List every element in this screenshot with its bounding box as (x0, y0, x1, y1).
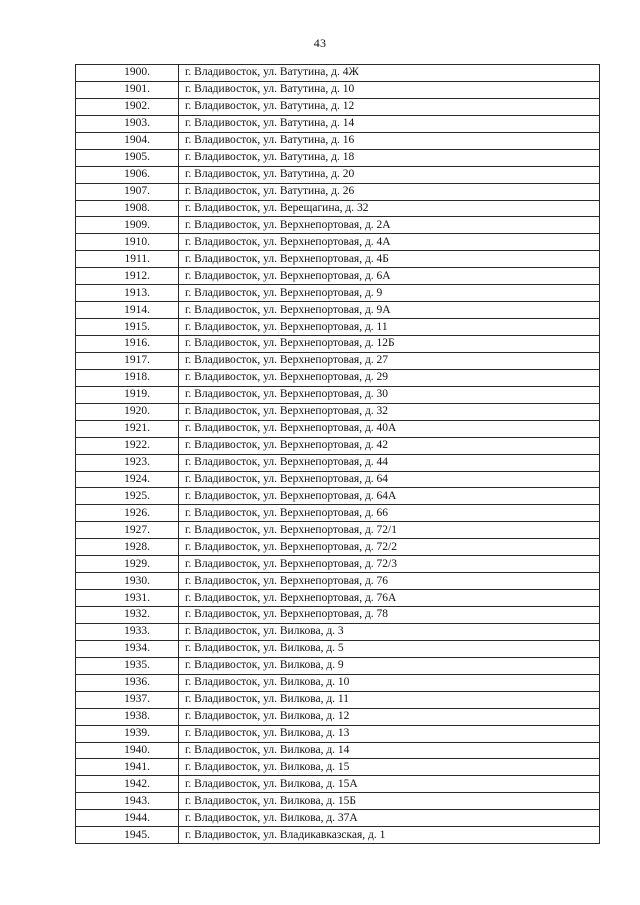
address-cell: г. Владивосток, ул. Владикавказская, д. 1 (179, 827, 600, 844)
table-row (76, 437, 600, 454)
row-number-cell: 1906. (76, 166, 179, 183)
table-row (76, 742, 600, 759)
table-row (76, 268, 600, 285)
row-number-cell: 1937. (76, 691, 179, 708)
address-cell: г. Владивосток, ул. Верхнепортовая, д. 2А (179, 217, 600, 234)
address-cell: г. Владивосток, ул. Вилкова, д. 14 (179, 742, 600, 759)
address-cell: г. Владивосток, ул. Верхнепортовая, д. 44 (179, 454, 600, 471)
address-cell: г. Владивосток, ул. Верхнепортовая, д. 78 (179, 607, 600, 624)
address-cell: г. Владивосток, ул. Верещагина, д. 32 (179, 200, 600, 217)
address-cell: г. Владивосток, ул. Вилкова, д. 12 (179, 708, 600, 725)
table-row (76, 403, 600, 420)
address-cell: г. Владивосток, ул. Ватутина, д. 14 (179, 115, 600, 132)
address-cell: г. Владивосток, ул. Вилкова, д. 15Б (179, 793, 600, 810)
row-number-cell: 1933. (76, 623, 179, 640)
table-row (76, 65, 600, 82)
address-cell: г. Владивосток, ул. Верхнепортовая, д. 40А (179, 420, 600, 437)
row-number-cell: 1924. (76, 471, 179, 488)
table-row (76, 81, 600, 98)
row-number-cell: 1915. (76, 319, 179, 336)
table-row (76, 522, 600, 539)
address-cell: г. Владивосток, ул. Ватутина, д. 20 (179, 166, 600, 183)
address-cell: г. Владивосток, ул. Вилкова, д. 37А (179, 810, 600, 827)
address-cell: г. Владивосток, ул. Вилкова, д. 3 (179, 623, 600, 640)
address-table (75, 64, 600, 844)
row-number-cell: 1945. (76, 827, 179, 844)
row-number-cell: 1916. (76, 336, 179, 353)
table-row (76, 810, 600, 827)
row-number-cell: 1925. (76, 488, 179, 505)
address-cell: г. Владивосток, ул. Верхнепортовая, д. 72/2 (179, 539, 600, 556)
row-number-cell: 1920. (76, 403, 179, 420)
address-cell: г. Владивосток, ул. Верхнепортовая, д. 4А (179, 234, 600, 251)
table-row (76, 607, 600, 624)
address-cell: г. Владивосток, ул. Верхнепортовая, д. 27 (179, 352, 600, 369)
table-row (76, 708, 600, 725)
row-number-cell: 1910. (76, 234, 179, 251)
row-number-cell: 1943. (76, 793, 179, 810)
table-row (76, 132, 600, 149)
row-number-cell: 1902. (76, 98, 179, 115)
address-cell: г. Владивосток, ул. Верхнепортовая, д. 6А (179, 268, 600, 285)
address-cell: г. Владивосток, ул. Ватутина, д. 10 (179, 81, 600, 98)
row-number-cell: 1912. (76, 268, 179, 285)
address-cell: г. Владивосток, ул. Ватутина, д. 26 (179, 183, 600, 200)
table-row (76, 234, 600, 251)
table-row (76, 454, 600, 471)
row-number-cell: 1935. (76, 657, 179, 674)
address-cell: г. Владивосток, ул. Верхнепортовая, д. 9А (179, 302, 600, 319)
row-number-cell: 1928. (76, 539, 179, 556)
table-row (76, 505, 600, 522)
page-number: 43 (313, 36, 327, 50)
address-cell: г. Владивосток, ул. Верхнепортовая, д. 42 (179, 437, 600, 454)
row-number-cell: 1932. (76, 607, 179, 624)
address-cell: г. Владивосток, ул. Верхнепортовая, д. 29 (179, 369, 600, 386)
table-row (76, 674, 600, 691)
table-row (76, 251, 600, 268)
address-table-body (76, 65, 600, 844)
row-number-cell: 1938. (76, 708, 179, 725)
row-number-cell: 1939. (76, 725, 179, 742)
row-number-cell: 1904. (76, 132, 179, 149)
address-cell: г. Владивосток, ул. Вилкова, д. 15А (179, 776, 600, 793)
address-cell: г. Владивосток, ул. Ватутина, д. 16 (179, 132, 600, 149)
address-cell: г. Владивосток, ул. Верхнепортовая, д. 76А (179, 590, 600, 607)
table-row (76, 302, 600, 319)
address-cell: г. Владивосток, ул. Верхнепортовая, д. 64А (179, 488, 600, 505)
address-cell: г. Владивосток, ул. Верхнепортовая, д. 11 (179, 319, 600, 336)
row-number-cell: 1926. (76, 505, 179, 522)
table-row (76, 336, 600, 353)
address-cell: г. Владивосток, ул. Верхнепортовая, д. 66 (179, 505, 600, 522)
row-number-cell: 1940. (76, 742, 179, 759)
row-number-cell: 1923. (76, 454, 179, 471)
row-number-cell: 1903. (76, 115, 179, 132)
row-number-cell: 1909. (76, 217, 179, 234)
address-cell: г. Владивосток, ул. Верхнепортовая, д. 72/1 (179, 522, 600, 539)
row-number-cell: 1930. (76, 573, 179, 590)
row-number-cell: 1908. (76, 200, 179, 217)
row-number-cell: 1901. (76, 81, 179, 98)
address-cell: г. Владивосток, ул. Вилкова, д. 15 (179, 759, 600, 776)
address-cell: г. Владивосток, ул. Верхнепортовая, д. 64 (179, 471, 600, 488)
row-number-cell: 1922. (76, 437, 179, 454)
address-cell: г. Владивосток, ул. Ватутина, д. 18 (179, 149, 600, 166)
table-row (76, 725, 600, 742)
row-number-cell: 1918. (76, 369, 179, 386)
row-number-cell: 1944. (76, 810, 179, 827)
address-cell: г. Владивосток, ул. Вилкова, д. 9 (179, 657, 600, 674)
row-number-cell: 1929. (76, 556, 179, 573)
address-cell: г. Владивосток, ул. Вилкова, д. 5 (179, 640, 600, 657)
table-row (76, 471, 600, 488)
row-number-cell: 1914. (76, 302, 179, 319)
address-cell: г. Владивосток, ул. Ватутина, д. 4Ж (179, 65, 600, 82)
address-cell: г. Владивосток, ул. Верхнепортовая, д. 76 (179, 573, 600, 590)
table-row (76, 369, 600, 386)
row-number-cell: 1936. (76, 674, 179, 691)
row-number-cell: 1917. (76, 352, 179, 369)
row-number-cell: 1913. (76, 285, 179, 302)
address-cell: г. Владивосток, ул. Вилкова, д. 11 (179, 691, 600, 708)
address-cell: г. Владивосток, ул. Верхнепортовая, д. 30 (179, 386, 600, 403)
row-number-cell: 1941. (76, 759, 179, 776)
table-row (76, 776, 600, 793)
row-number-cell: 1931. (76, 590, 179, 607)
address-cell: г. Владивосток, ул. Верхнепортовая, д. 4Б (179, 251, 600, 268)
table-row (76, 420, 600, 437)
table-row (76, 623, 600, 640)
table-row (76, 319, 600, 336)
address-cell: г. Владивосток, ул. Ватутина, д. 12 (179, 98, 600, 115)
table-row (76, 115, 600, 132)
row-number-cell: 1907. (76, 183, 179, 200)
table-row (76, 200, 600, 217)
table-row (76, 539, 600, 556)
row-number-cell: 1919. (76, 386, 179, 403)
table-row (76, 556, 600, 573)
table-row (76, 657, 600, 674)
table-row (76, 352, 600, 369)
table-row (76, 183, 600, 200)
row-number-cell: 1921. (76, 420, 179, 437)
table-row (76, 573, 600, 590)
table-row (76, 827, 600, 844)
table-row (76, 691, 600, 708)
table-row (76, 640, 600, 657)
table-row (76, 98, 600, 115)
row-number-cell: 1934. (76, 640, 179, 657)
address-cell: г. Владивосток, ул. Верхнепортовая, д. 12Б (179, 336, 600, 353)
table-row (76, 166, 600, 183)
table-row (76, 217, 600, 234)
row-number-cell: 1911. (76, 251, 179, 268)
table-row (76, 759, 600, 776)
table-row (76, 149, 600, 166)
table-row (76, 590, 600, 607)
table-row (76, 285, 600, 302)
table-row (76, 793, 600, 810)
row-number-cell: 1905. (76, 149, 179, 166)
address-cell: г. Владивосток, ул. Верхнепортовая, д. 32 (179, 403, 600, 420)
row-number-cell: 1900. (76, 65, 179, 82)
row-number-cell: 1927. (76, 522, 179, 539)
table-row (76, 386, 600, 403)
address-cell: г. Владивосток, ул. Вилкова, д. 10 (179, 674, 600, 691)
address-cell: г. Владивосток, ул. Верхнепортовая, д. 72/3 (179, 556, 600, 573)
table-row (76, 488, 600, 505)
row-number-cell: 1942. (76, 776, 179, 793)
address-cell: г. Владивосток, ул. Верхнепортовая, д. 9 (179, 285, 600, 302)
address-cell: г. Владивосток, ул. Вилкова, д. 13 (179, 725, 600, 742)
